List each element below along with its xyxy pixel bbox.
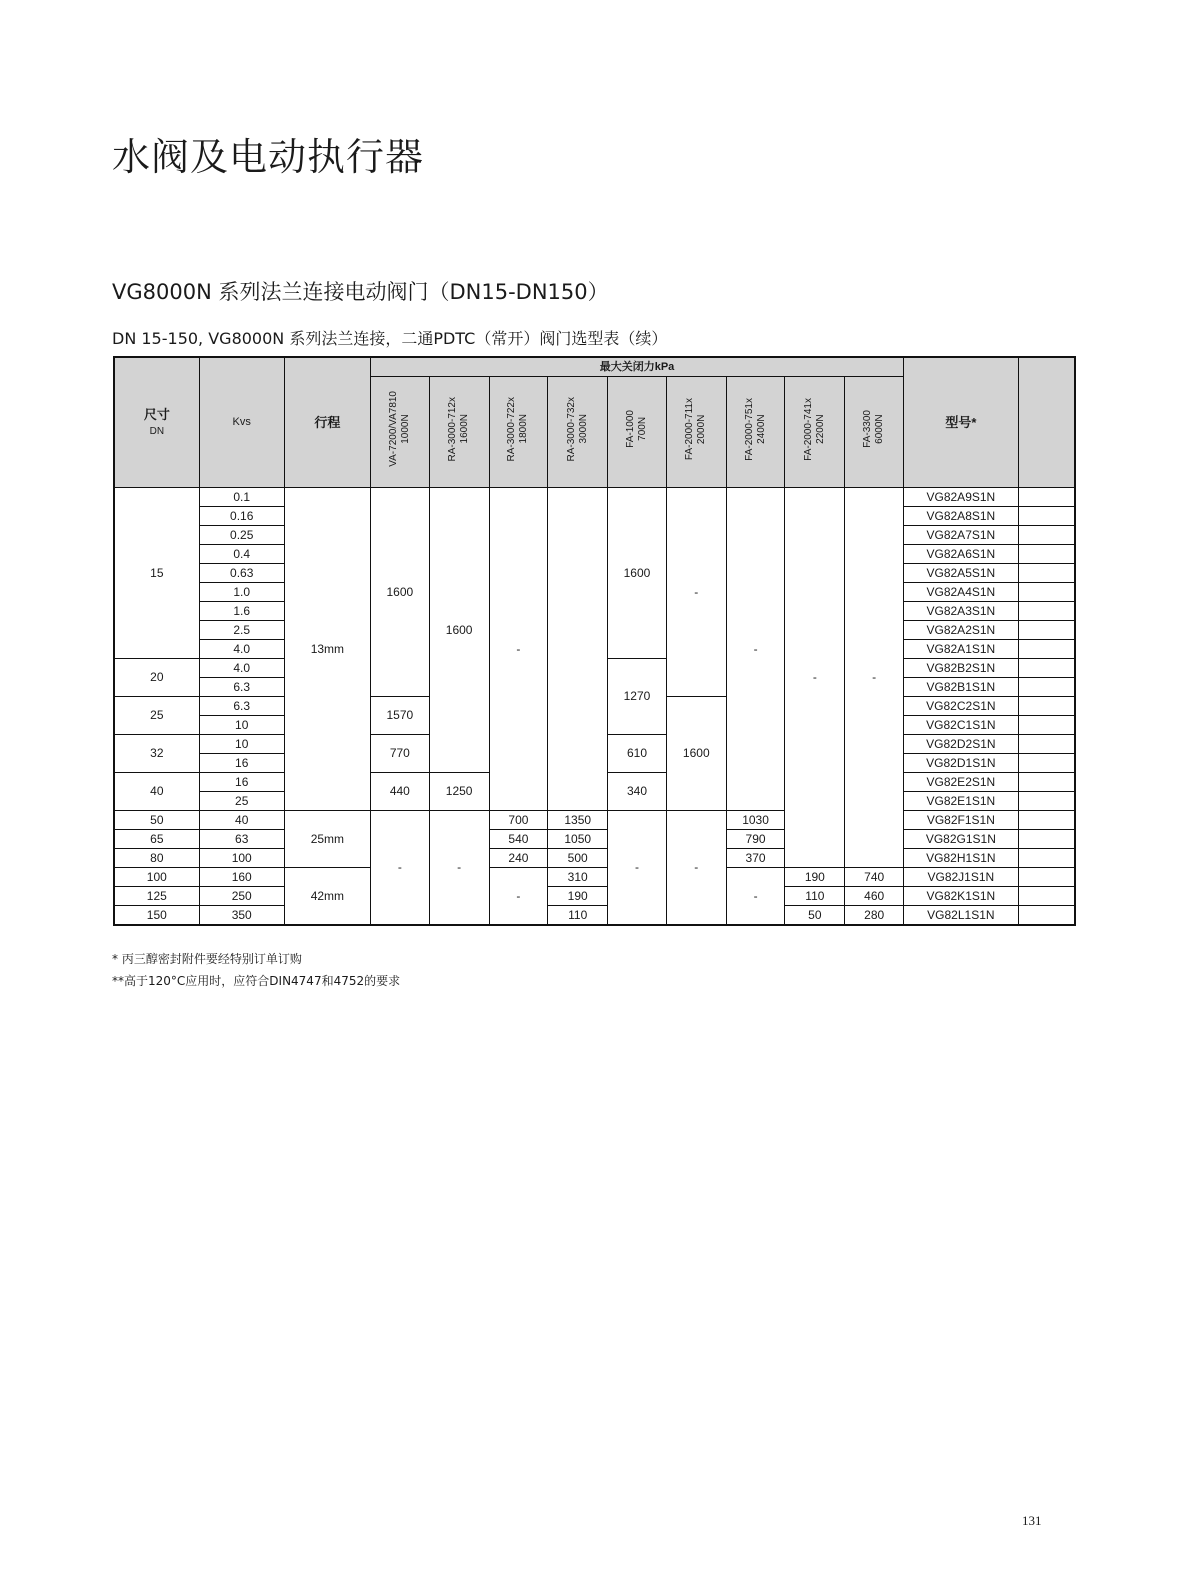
stroke-cell: 13mm	[284, 488, 370, 811]
blank-cell	[1018, 697, 1075, 716]
kvs-cell: 0.16	[199, 507, 284, 526]
kvs-cell: 100	[199, 849, 284, 868]
dn-cell: 150	[114, 906, 199, 926]
value-cell: 700	[489, 811, 548, 830]
stroke-cell: 42mm	[284, 868, 370, 926]
value-cell	[548, 488, 608, 811]
blank-cell	[1018, 868, 1075, 887]
section-subtitle: VG8000N 系列法兰连接电动阀门（DN15-DN150）	[112, 280, 609, 304]
kvs-cell: 10	[199, 735, 284, 754]
blank-cell	[1018, 545, 1075, 564]
value-cell: 610	[608, 735, 667, 773]
footnotes	[112, 948, 400, 992]
value-cell: 370	[726, 849, 785, 868]
kvs-cell: 4.0	[199, 659, 284, 678]
kvs-cell: 350	[199, 906, 284, 926]
dn-cell: 125	[114, 887, 199, 906]
header-blank	[1018, 357, 1075, 488]
kvs-cell: 1.0	[199, 583, 284, 602]
header-actuator: RA-3000-722x 1800N	[489, 377, 548, 488]
kvs-cell: 10	[199, 716, 284, 735]
value-cell: -	[370, 811, 429, 926]
kvs-cell: 0.63	[199, 564, 284, 583]
header-actuator: FA-3300 6000N	[845, 377, 904, 488]
kvs-cell: 2.5	[199, 621, 284, 640]
model-cell: VG82A3S1N	[904, 602, 1019, 621]
kvs-cell: 250	[199, 887, 284, 906]
value-cell: 790	[726, 830, 785, 849]
blank-cell	[1018, 906, 1075, 926]
model-cell: VG82D1S1N	[904, 754, 1019, 773]
stroke-cell: 25mm	[284, 811, 370, 868]
header-actuator: RA-3000-732x 3000N	[548, 377, 608, 488]
blank-cell	[1018, 830, 1075, 849]
blank-cell	[1018, 792, 1075, 811]
model-cell: VG82J1S1N	[904, 868, 1019, 887]
blank-cell	[1018, 811, 1075, 830]
value-cell: 1050	[548, 830, 608, 849]
model-cell: VG82E1S1N	[904, 792, 1019, 811]
value-cell: 540	[489, 830, 548, 849]
model-cell: VG82A1S1N	[904, 640, 1019, 659]
value-cell: -	[489, 488, 548, 811]
value-cell: -	[785, 488, 845, 868]
blank-cell	[1018, 678, 1075, 697]
valve-selection-table	[113, 356, 1076, 926]
blank-cell	[1018, 602, 1075, 621]
value-cell: 1600	[429, 488, 489, 773]
blank-cell	[1018, 735, 1075, 754]
value-cell: 50	[785, 906, 845, 926]
model-cell: VG82A6S1N	[904, 545, 1019, 564]
header-model: 型号*	[904, 357, 1019, 488]
model-cell: VG82A2S1N	[904, 621, 1019, 640]
value-cell: 310	[548, 868, 608, 887]
blank-cell	[1018, 621, 1075, 640]
blank-cell	[1018, 488, 1075, 507]
value-cell: 340	[608, 773, 667, 811]
value-cell: 770	[370, 735, 429, 773]
kvs-cell: 4.0	[199, 640, 284, 659]
blank-cell	[1018, 754, 1075, 773]
blank-cell	[1018, 640, 1075, 659]
value-cell: 460	[845, 887, 904, 906]
kvs-cell: 0.4	[199, 545, 284, 564]
model-cell: VG82K1S1N	[904, 887, 1019, 906]
header-max-close-pressure: 最大关闭力kPa	[370, 357, 903, 377]
value-cell: 1350	[548, 811, 608, 830]
value-cell: 740	[845, 868, 904, 887]
model-cell: VG82A9S1N	[904, 488, 1019, 507]
blank-cell	[1018, 526, 1075, 545]
dn-cell: 15	[114, 488, 199, 659]
header-actuator: FA-1000 700N	[608, 377, 667, 488]
header-actuator: FA-2000-711x 2000N	[666, 377, 726, 488]
value-cell: 1570	[370, 697, 429, 735]
model-cell: VG82A5S1N	[904, 564, 1019, 583]
kvs-cell: 25	[199, 792, 284, 811]
kvs-cell: 6.3	[199, 678, 284, 697]
header-actuator: RA-3000-712x 1600N	[429, 377, 489, 488]
header-stroke: 行程	[284, 357, 370, 488]
dn-cell: 40	[114, 773, 199, 811]
dn-cell: 65	[114, 830, 199, 849]
value-cell: 110	[785, 887, 845, 906]
model-cell: VG82A7S1N	[904, 526, 1019, 545]
value-cell: -	[726, 488, 785, 811]
kvs-cell: 63	[199, 830, 284, 849]
value-cell: -	[608, 811, 667, 926]
blank-cell	[1018, 849, 1075, 868]
value-cell: -	[666, 488, 726, 697]
model-cell: VG82F1S1N	[904, 811, 1019, 830]
value-cell: 1600	[666, 697, 726, 811]
model-cell: VG82B2S1N	[904, 659, 1019, 678]
dn-cell: 50	[114, 811, 199, 830]
blank-cell	[1018, 716, 1075, 735]
value-cell: 1600	[608, 488, 667, 659]
dn-cell: 25	[114, 697, 199, 735]
footnote: **高于120°C应用时，应符合DIN4747和4752的要求	[112, 974, 401, 988]
model-cell: VG82C1S1N	[904, 716, 1019, 735]
dn-cell: 80	[114, 849, 199, 868]
kvs-cell: 16	[199, 773, 284, 792]
value-cell: 1030	[726, 811, 785, 830]
header-actuator: FA-2000-741x 2200N	[785, 377, 845, 488]
value-cell: 190	[785, 868, 845, 887]
blank-cell	[1018, 659, 1075, 678]
value-cell: 440	[370, 773, 429, 811]
dn-cell: 20	[114, 659, 199, 697]
kvs-cell: 0.25	[199, 526, 284, 545]
model-cell: VG82D2S1N	[904, 735, 1019, 754]
model-cell: VG82H1S1N	[904, 849, 1019, 868]
dn-cell: 32	[114, 735, 199, 773]
page-title: 水阀及电动执行器	[112, 135, 425, 179]
header-actuator: VA-7200/VA7810 1000N	[370, 377, 429, 488]
header-kvs: Kvs	[199, 357, 284, 488]
value-cell: 190	[548, 887, 608, 906]
kvs-cell: 16	[199, 754, 284, 773]
value-cell: 280	[845, 906, 904, 926]
model-cell: VG82A8S1N	[904, 507, 1019, 526]
kvs-cell: 0.1	[199, 488, 284, 507]
header-size: 尺寸 DN	[114, 357, 199, 488]
value-cell: 1600	[370, 488, 429, 697]
page-number: 131	[1022, 1513, 1042, 1528]
blank-cell	[1018, 507, 1075, 526]
model-cell: VG82B1S1N	[904, 678, 1019, 697]
blank-cell	[1018, 773, 1075, 792]
value-cell: -	[726, 868, 785, 926]
dn-cell: 100	[114, 868, 199, 887]
model-cell: VG82E2S1N	[904, 773, 1019, 792]
value-cell: -	[845, 488, 904, 868]
model-cell: VG82A4S1N	[904, 583, 1019, 602]
value-cell: 1270	[608, 659, 667, 735]
kvs-cell: 6.3	[199, 697, 284, 716]
model-cell: VG82L1S1N	[904, 906, 1019, 926]
kvs-cell: 1.6	[199, 602, 284, 621]
kvs-cell: 160	[199, 868, 284, 887]
blank-cell	[1018, 583, 1075, 602]
value-cell: 1250	[429, 773, 489, 811]
value-cell: -	[429, 811, 489, 926]
blank-cell	[1018, 564, 1075, 583]
value-cell: -	[666, 811, 726, 926]
value-cell: -	[489, 868, 548, 926]
header-actuator: FA-2000-751x 2400N	[726, 377, 785, 488]
footnote: * 丙三醇密封附件要经特别订单订购	[112, 952, 302, 966]
model-cell: VG82C2S1N	[904, 697, 1019, 716]
model-cell: VG82G1S1N	[904, 830, 1019, 849]
table-caption: DN 15-150, VG8000N 系列法兰连接，二通PDTC（常开）阀门选型表（续）	[112, 329, 668, 348]
value-cell: 500	[548, 849, 608, 868]
kvs-cell: 40	[199, 811, 284, 830]
blank-cell	[1018, 887, 1075, 906]
value-cell: 110	[548, 906, 608, 926]
value-cell: 240	[489, 849, 548, 868]
